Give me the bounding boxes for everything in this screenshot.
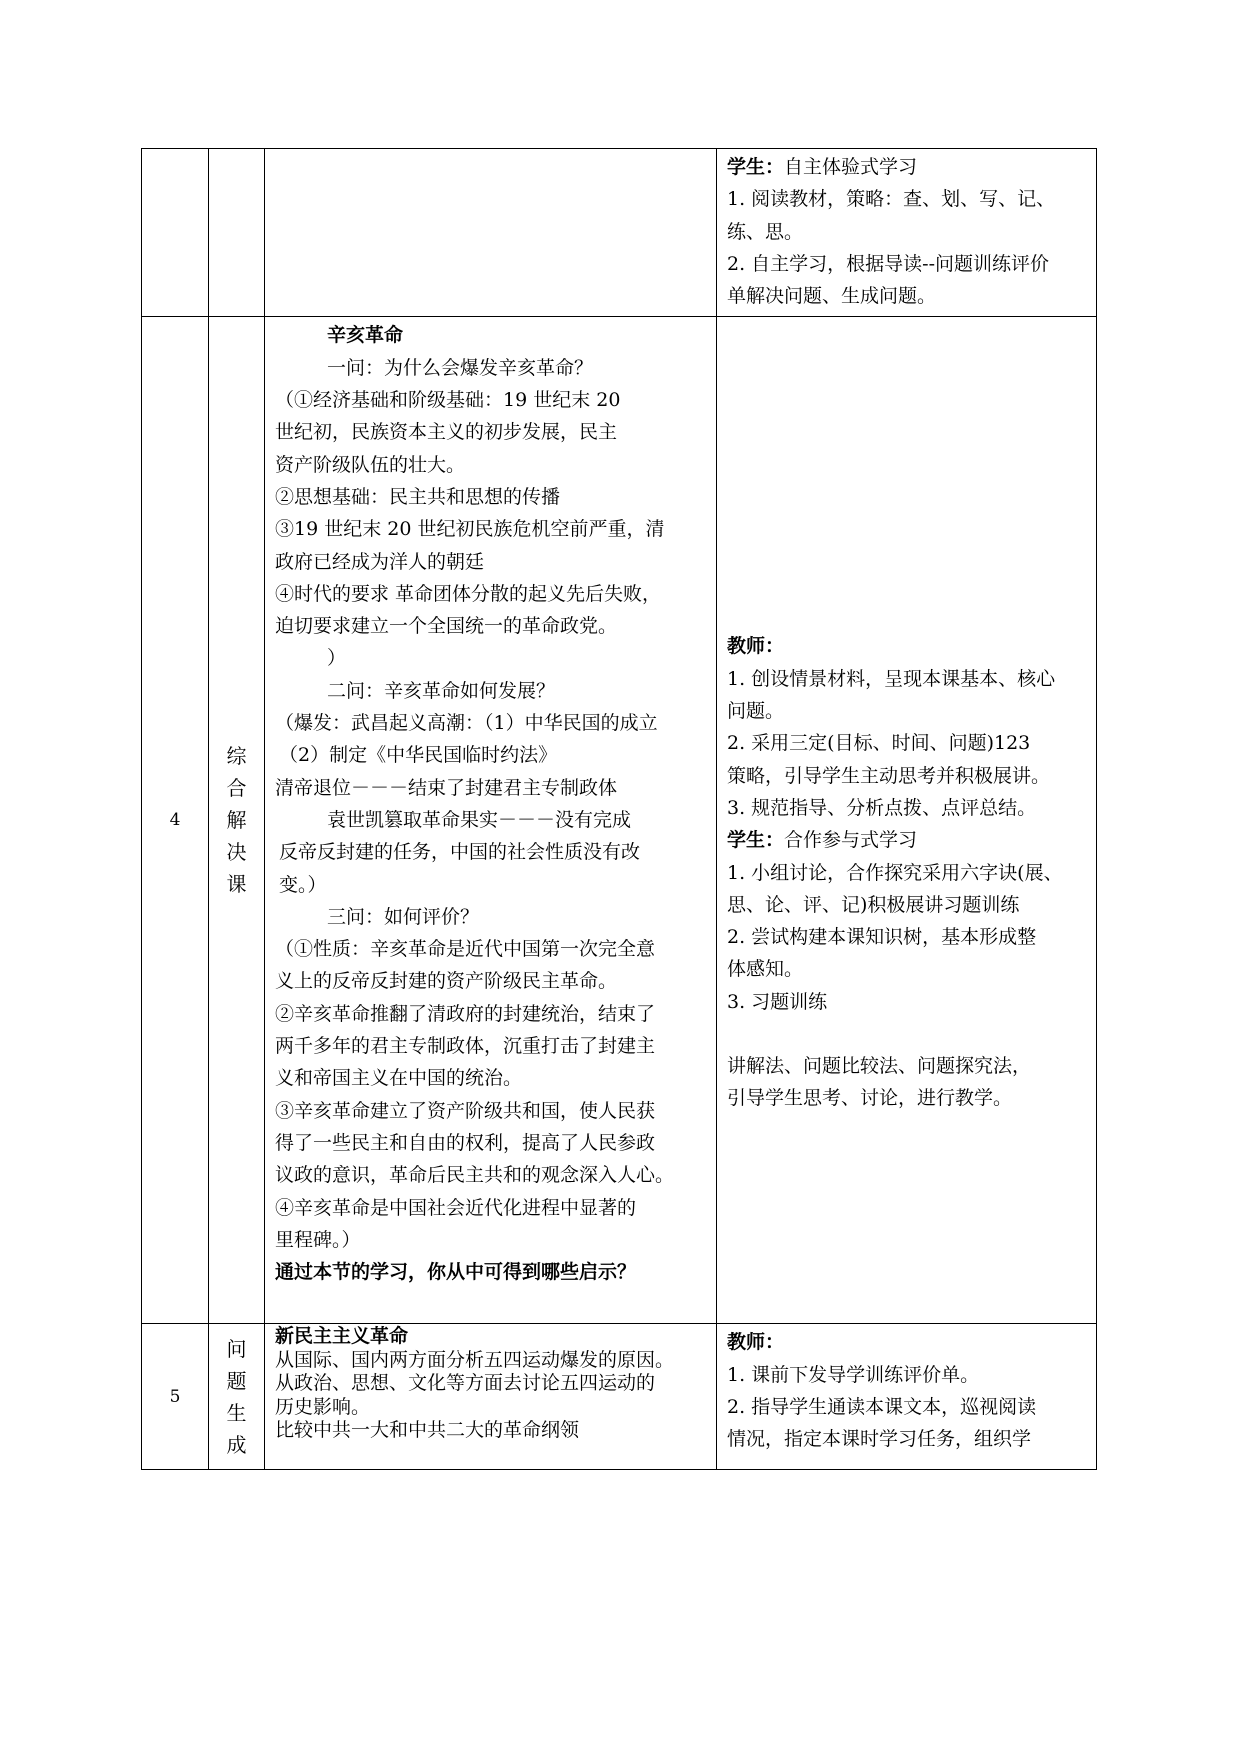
lesson-plan-table [141,148,1097,1470]
lesson-type-cell [209,149,265,317]
text-line: 体感知。 [727,958,804,981]
table-row [142,317,1097,1324]
role-label: 学生： [727,829,785,852]
text-line: 1. 创设情景材料，呈现本课基本、核心 [727,667,1056,690]
text-line: 引导学生思考、讨论，进行教学。 [727,1087,1013,1110]
text-line: ④时代的要求 革命团体分散的起义先后失败， [275,582,662,605]
role-description: 合作参与式学习 [784,829,918,852]
text-line [727,1018,1086,1050]
text-line: 资产阶级队伍的壮大。 [275,453,466,476]
table-row [142,1324,1097,1470]
text-line: 两千多年的君主专制政体，沉重打击了封建主 [275,1035,656,1058]
method-cell [717,317,1097,1324]
text-line [727,630,1086,662]
lesson-type-cell [209,317,265,1324]
content-text [265,317,716,1292]
text-line: 迫切要求建立一个全国统一的革命政党。 [275,615,618,638]
text-line: 世纪初，民族资本主义的初步发展，民主 [275,421,618,444]
text-line: 1. 阅读教材，策略：查、划、写、记、 [727,188,1056,211]
text-line: 练、思。 [727,220,804,243]
text-line: 议政的意识，革命后民主共和的观念深入人心。 [275,1164,675,1187]
role-description: 自主体验式学习 [784,156,918,178]
text-line: 三问：如何评价？ [327,905,480,928]
content-text [265,1324,716,1448]
role-label: 学生： [727,156,785,178]
role-label: 教师： [727,1331,785,1354]
text-line: 袁世凯篡取革命果实－－－没有完成 [327,808,632,831]
text-line: 单解决问题、生成问题。 [727,285,937,308]
content-cell [265,317,717,1324]
text-line: ③19 世纪末 20 世纪初民族危机空前严重，清 [275,518,665,541]
text-line: 情况，指定本课时学习任务，组织学 [727,1428,1032,1451]
role-label: 教师： [727,635,785,658]
row-number [142,149,209,317]
text-line: 从国际、国内两方面分析五四运动爆发的原因。 [275,1348,675,1371]
text-line: ②辛亥革命推翻了清政府的封建统治，结束了 [275,1002,656,1025]
text-line: 2. 自主学习，根据导读--问题训练评价 [727,252,1050,275]
text-line: （①经济基础和阶级基础：19 世纪末 20 [275,389,621,412]
method-cell [717,1324,1097,1470]
text-line: （2）制定《中华民国临时约法》 [279,744,558,767]
lesson-type-cell [209,1324,265,1470]
row-number: 4 [142,317,209,1324]
row-number: 5 [142,1324,209,1470]
text-line: 得了一些民主和自由的权利，提高了人民参政 [275,1131,656,1154]
text-line: 从政治、思想、文化等方面去讨论五四运动的 [275,1372,656,1395]
lesson-type-char: 决 [226,840,247,865]
method-cell [717,149,1097,317]
text-line: 二问：辛亥革命如何发展？ [327,679,556,702]
text-line: ） [327,647,347,670]
text-line: 反帝反封建的任务，中国的社会性质没有改 [279,841,641,864]
content-cell [265,1324,717,1470]
text-line [727,824,1086,856]
lesson-type-char: 题 [226,1368,247,1393]
text-line: 3. 习题训练 [727,990,828,1013]
text-line: 讲解法、问题比较法、问题探究法， [727,1055,1032,1078]
text-line: 比较中共一大和中共二大的革命纲领 [275,1419,580,1442]
text-line: 里程碑。） [275,1228,361,1251]
method-text [717,1324,1096,1459]
text-line: 通过本节的学习，你从中可得到哪些启示？ [275,1261,637,1284]
text-line: 1. 小组讨论，合作探究采用六字诀(展、 [727,861,1063,884]
text-line: 1. 课前下发导学训练评价单。 [727,1363,980,1386]
content-cell [265,149,717,317]
lesson-type-char: 合 [226,776,247,801]
text-line: 义上的反帝反封建的资产阶级民主革命。 [275,970,618,993]
lesson-type-char: 成 [226,1432,247,1457]
text-line: 政府已经成为洋人的朝廷 [275,550,485,573]
text-line [727,151,1086,183]
method-text [717,317,1096,1118]
text-line: 问题。 [727,700,785,723]
text-line: 辛亥革命 [327,324,404,347]
text-line: 一问：为什么会爆发辛亥革命？ [327,356,594,379]
lesson-type-char: 解 [226,808,247,833]
text-line: ②思想基础：民主共和思想的传播 [275,485,561,508]
text-line: 2. 采用三定(目标、时间、问题)123 [727,732,1031,755]
text-line: 新民主主义革命 [275,1325,409,1348]
text-line: 变。） [279,873,327,896]
lesson-type-char: 课 [226,872,247,897]
lesson-type-char: 生 [226,1400,247,1425]
method-text [717,149,1096,316]
text-line: 历史影响。 [275,1395,371,1418]
lesson-type-char: 问 [226,1336,247,1361]
text-line: ④辛亥革命是中国社会近代化进程中显著的 [275,1196,637,1219]
text-line: ③辛亥革命建立了资产阶级共和国，使人民获 [275,1099,656,1122]
text-line: 3. 规范指导、分析点拨、点评总结。 [727,796,1037,819]
table-row [142,149,1097,317]
text-line: （爆发：武昌起义高潮：（1）中华民国的成立 [275,712,658,735]
text-line [727,1326,1086,1358]
text-line: 清帝退位－－－结束了封建君主专制政体 [275,776,618,799]
text-line: 义和帝国主义在中国的统治。 [275,1067,523,1090]
text-line: 策略，引导学生主动思考并积极展讲。 [727,764,1051,787]
text-line: 2. 尝试构建本课知识树，基本形成整 [727,926,1037,949]
text-line: 2. 指导学生通读本课文本，巡视阅读 [727,1396,1037,1419]
text-line: 思、论、评、记)积极展讲习题训练 [727,893,1020,916]
lesson-type-char: 综 [226,744,247,769]
text-line: （①性质：辛亥革命是近代中国第一次完全意 [275,938,656,961]
